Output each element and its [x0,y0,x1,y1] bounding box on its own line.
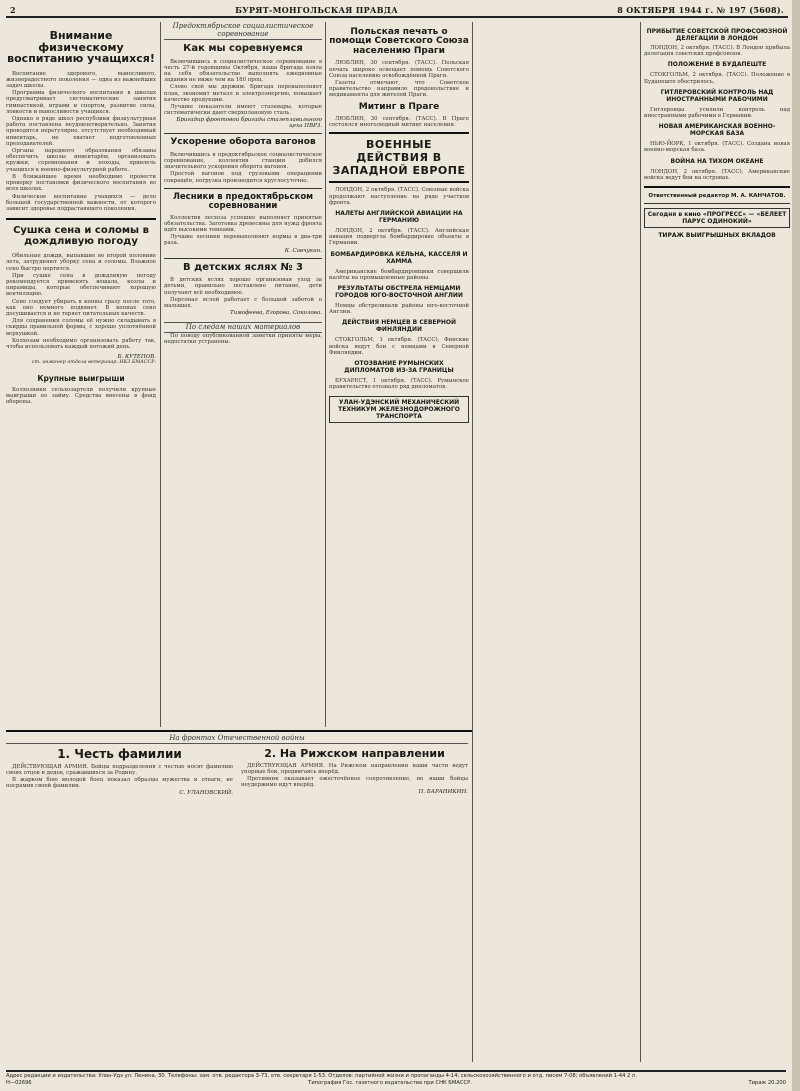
lower-articles [6,748,468,796]
article-heading: ПРИБЫТИЕ СОВЕТСКОЙ ПРОФСОЮЗНОЙ ДЕЛЕГАЦИИ В ЛОНДОН [646,28,788,42]
article-heading: ГИТЛЕРОВСКИЙ КОНТРОЛЬ НАД ИНОСТРАННЫМИ РАБОЧИМИ [660,88,774,103]
editor-line: Ответственный редактор М. А. КАНЧАТОВ. [648,193,786,200]
adjacent-page-edge [792,0,800,1091]
signature: С. УЛАНОВСКИЙ. [179,790,233,797]
article-heading: НАЛЕТЫ АНГЛИЙСКОЙ АВИАЦИИ НА ГЕРМАНИЮ [335,209,463,224]
paper-name: БУРЯТ-МОНГОЛЬСКАЯ ПРАВДА [235,5,399,15]
article-body: Колхозники сельхозартели получили крупные выигрыши по займу. Средства внесены в фонд обороны. [6,387,156,406]
lower-article-1 [6,748,233,796]
article-heading: Лесники в предоктябрьском соревновании [172,191,314,211]
article-heading: БОМБАРДИРОВКА КЕЛЬНА, КАССЕЛЯ И ХАММА [330,250,468,265]
article-heading: Крупные выигрыши [37,374,125,384]
column-rule [160,22,161,727]
article-body: ЛЮБЛИН, 30 сентября. (ТАСС). В Праге состоялся многолюдный митинг населения. [329,115,469,129]
signature: К. Савчукин. [284,247,322,254]
advertisement [644,208,790,228]
article-heading: ОТОЗВАНИЕ РУМЫНСКИХ ДИПЛОМАТОВ ИЗ-ЗА ГРАНИЦЫ [344,360,454,375]
article-heading: 2. На Рижском направлении [264,747,445,760]
article-body: Обильные дожди, выпавшие во второй половине лета, затрудняют уборку сена и соломы. Влажное сено быстро портится. При сушке сена в дождливую погоду рекомендуется применять вешала, козлы и пирамиды, которые обеспечивают хорошую вентиляцию. Сено следует убирать в копны сразу после того, как оно немного подвянет. В копнах сено досушивается и не теряет питательных качеств. Для сохранения соломы её нужно складывать в скирды правильной формы, с хорошо уплотнённой верхушкой. Колхозам необходимо организовать работу так, чтобы использовать каждый погожий день. [6,253,156,350]
article-body: ЛОНДОН, 2 октября. (ТАСС). Американские войска ведут бои на островах. [644,168,790,181]
article-heading: ПОЛОЖЕНИЕ В БУДАПЕШТЕ [667,61,767,69]
article-body: Включившись в предоктябрьское социалистическое соревнование, коллектив станции добился значительного ускорения оборота вагонов. Простой вагонов под грузовыми операциями сокращён, погрузка производится круглосуточно. [164,151,322,184]
section-divider [164,258,322,259]
column-4 [644,22,790,1062]
column-rule [472,22,473,1062]
page-number: 2 [10,5,16,15]
footer-row [6,1080,786,1087]
article-body: ЛОНДОН, 2 октября. (ТАСС). Союзные войска продолжают наступление на ряде участков фронта. [329,187,469,206]
article-heading: Митинг в Праге [358,101,440,112]
section-kicker: По следам наших материалов [164,322,322,333]
article-body: ЛОНДОН, 2 октября. (ТАСС). В Лондон прибыла делегация советских профсоюзов. [644,45,790,58]
ad-heading: УЛАН-УДЭНСКИЙ МЕХАНИЧЕСКИЙ ТЕХНИКУМ ЖЕЛЕЗНОДОРОЖНОГО ТРАНСПОРТА [338,399,460,421]
article-heading: Польская печать о помощи Советского Союза населению Праги [329,27,469,56]
article-body: БУХАРЕСТ, 1 октября. (ТАСС). Румынское правительство отозвало ряд дипломатов. [329,378,469,391]
footer-code: Н—02696 [6,1080,32,1086]
article-body: ЛОНДОН, 2 октября. (ТАСС). Английская авиация подвергла бомбардировке объекты в Германии. [329,227,469,247]
footer [6,1070,786,1087]
section-kicker: Предоктябрьское социалистическое соревнование [164,22,322,40]
signature: Б. КУТЕПОВ. [117,354,156,361]
section-divider [644,186,790,188]
lower-section [6,734,468,1064]
article-body: НЬЮ-ЙОРК, 1 октября. (ТАСС). Создана новая военно-морская база. [644,141,790,154]
article-body: По поводу опубликованной заметки приняты меры, недостатки устранены. [164,333,322,346]
article-body: СТОКГОЛЬМ, 1 октября. (ТАСС). Финские войска ведут бои с немцами в Северной Финляндии. [329,337,469,356]
column-rule [640,22,641,1062]
section-divider [164,133,322,134]
issue-date: 8 ОКТЯБРЯ 1944 г. № 197 (5608). [617,5,784,15]
article-heading: 1. Честь фамилии [57,747,182,761]
article-body: В детских яслях хорошо организован уход за детьми, правильно поставлено питание, дети получают всё необходимое. Персонал яслей работает с большой заботой о малышах. [164,277,322,309]
article-heading: Внимание физическому воспитанию учащихся! [7,29,155,66]
article-body: ДЕЙСТВУЮЩАЯ АРМИЯ. На Рижском направлении наши части ведут упорные бои, продвигаясь вперёд. Противник оказывает ожесточённое сопротивление, но наши бойцы неудержимо идут вперёд. [241,762,468,789]
section-divider [329,132,469,134]
section-divider [164,188,322,189]
article-heading: Как мы соревнуемся [183,43,303,54]
section-divider [6,730,472,732]
signature: П. БАРАНИКИН. [418,789,468,796]
signature: Бригадир фронтовой бригады сталеплавильного цеха ПВРЗ. [176,117,322,130]
article-body: Американские бомбардировщики совершили налёты на промышленные районы. [329,268,469,281]
article-body: Воспитание здорового, выносливого, жизнерадостного поколения — одна из важнейших задач школы. Программа физического воспитания в школах предусматривает систематические занятия гимнастикой, играми и спортом, развитие силы, ловкости и выносливости учащихся. Однако в ряде школ республики физкультурная работа поставлена неудовлетворительно. Занятия проводятся нерегулярно, отсутствует необходимый инвентарь, не хватает подготовленных преподавателей. Органы народного образования обязаны обеспечить школы инвентарём, организовать кружки, соревнования и походы, привлечь учащихся к военно-физкультурной работе. В ближайшее время необходимо провести проверку постановки физического воспитания во всех школах. Физическое воспитание учащихся — дело большой государственной важности, от которого зависит здоровье подрастающего поколения. [6,70,156,212]
footer-printer: Типография Гос. газетного издательства при СНК БМАССР. [308,1080,472,1086]
footer-address: Адрес редакции и издательства: Улан-Удэ ул. Ленина, 30. Телефоны: зам. отв. редактора 3-73, отв. секретаря 1-53. Отделов: партийной жизни и пропаганды 4-14; сельскохозяйственного и отд. писем 7-08; объявлений 1-44 2 п. [6,1073,638,1079]
article-heading: ДЕЙСТВИЯ НЕМЦЕВ В СЕВЕРНОЙ ФИНЛЯНДИИ [341,319,457,334]
advertisement [329,396,469,423]
article-heading: В детских яслях № 3 [183,261,303,273]
article-body: Немцы обстреливали районы юго-восточной Англии. [329,303,469,316]
article-body: Коллектив лесхоза успешно выполняет принятые обязательства. Заготовка древесины для нужд фронта идёт высокими темпами. Лучшие лесники перевыполняют нормы в два-три раза. [164,214,322,247]
article-body: СТОКГОЛЬМ, 2 октября. (ТАСС). Положение в Будапеште обострилось. [644,72,790,85]
signature-title: ст. инженер отдела ветеринар. НКЗ БМАССР. [31,360,156,366]
signature: Тимофеева, Егорова, Соколова. [230,310,322,317]
article-body: ЛЮБЛИН, 30 сентября. (ТАСС). Польская печать широко освещает помощь Советского Союза населению освобождённой Праги. Газеты отмечают, что Советское правительство направило продовольствие и медикаменты для жителей Праги. [329,60,469,99]
section-divider [6,218,156,220]
column-1 [6,22,156,727]
section-divider [644,203,790,204]
section-kicker: На фронтах Отечественной войны [6,734,468,744]
column-rule [325,22,326,727]
article-heading: ТИРАЖ ВЫИГРЫШНЫХ ВКЛАДОВ [658,232,776,240]
ad-text: Сегодня в кино «ПРОГРЕСС» — «БЕЛЕЕТ ПАРУС ОДИНОКИЙ» [647,211,787,226]
article-heading: Сушка сена и соломы в дождливую погоду [13,225,149,247]
masthead [6,4,788,18]
article-body: Включившись в социалистическое соревнование в честь 27-й годовщины Октября, наша бригада взяла на себя обязательство выполнять ежедневные задания не ниже чем на 180 проц. Слово своё мы держим. Бригада перевыполняет план, экономит металл и электроэнергию, повышает качество продукции. Лучшие показатели имеют сталевары, которые систематически дают сверхплановую сталь. [164,58,322,117]
article-heading: РЕЗУЛЬТАТЫ ОБСТРЕЛА НЕМЦАМИ ГОРОДОВ ЮГО-ВОСТОЧНОЙ АНГЛИИ [335,285,463,299]
article-heading: НОВАЯ АМЕРИКАНСКАЯ ВОЕННО-МОРСКАЯ БАЗА [658,123,776,138]
section-divider [329,181,469,183]
footer-circulation: Тираж 20.200 [748,1080,786,1086]
article-heading: ВОЙНА НА ТИХОМ ОКЕАНЕ [670,157,764,165]
article-body: ДЕЙСТВУЮЩАЯ АРМИЯ. Бойцы подразделения с честью носят фамилию своих отцов и дедов, сражавшихся за Родину. В жарком бою молодой боец показал образцы мужества и отваги, не посрамив своей фамилии. [6,763,233,790]
section-banner: ВОЕННЫЕ ДЕЙСТВИЯ В ЗАПАДНОЙ ЕВРОПЕ [332,138,466,178]
article-body: Гитлеровцы усилили контроль над иностранными рабочими в Германии. [644,106,790,120]
lower-article-2 [241,748,468,796]
article-heading: Ускорение оборота вагонов [170,137,316,148]
column-2 [164,22,322,727]
